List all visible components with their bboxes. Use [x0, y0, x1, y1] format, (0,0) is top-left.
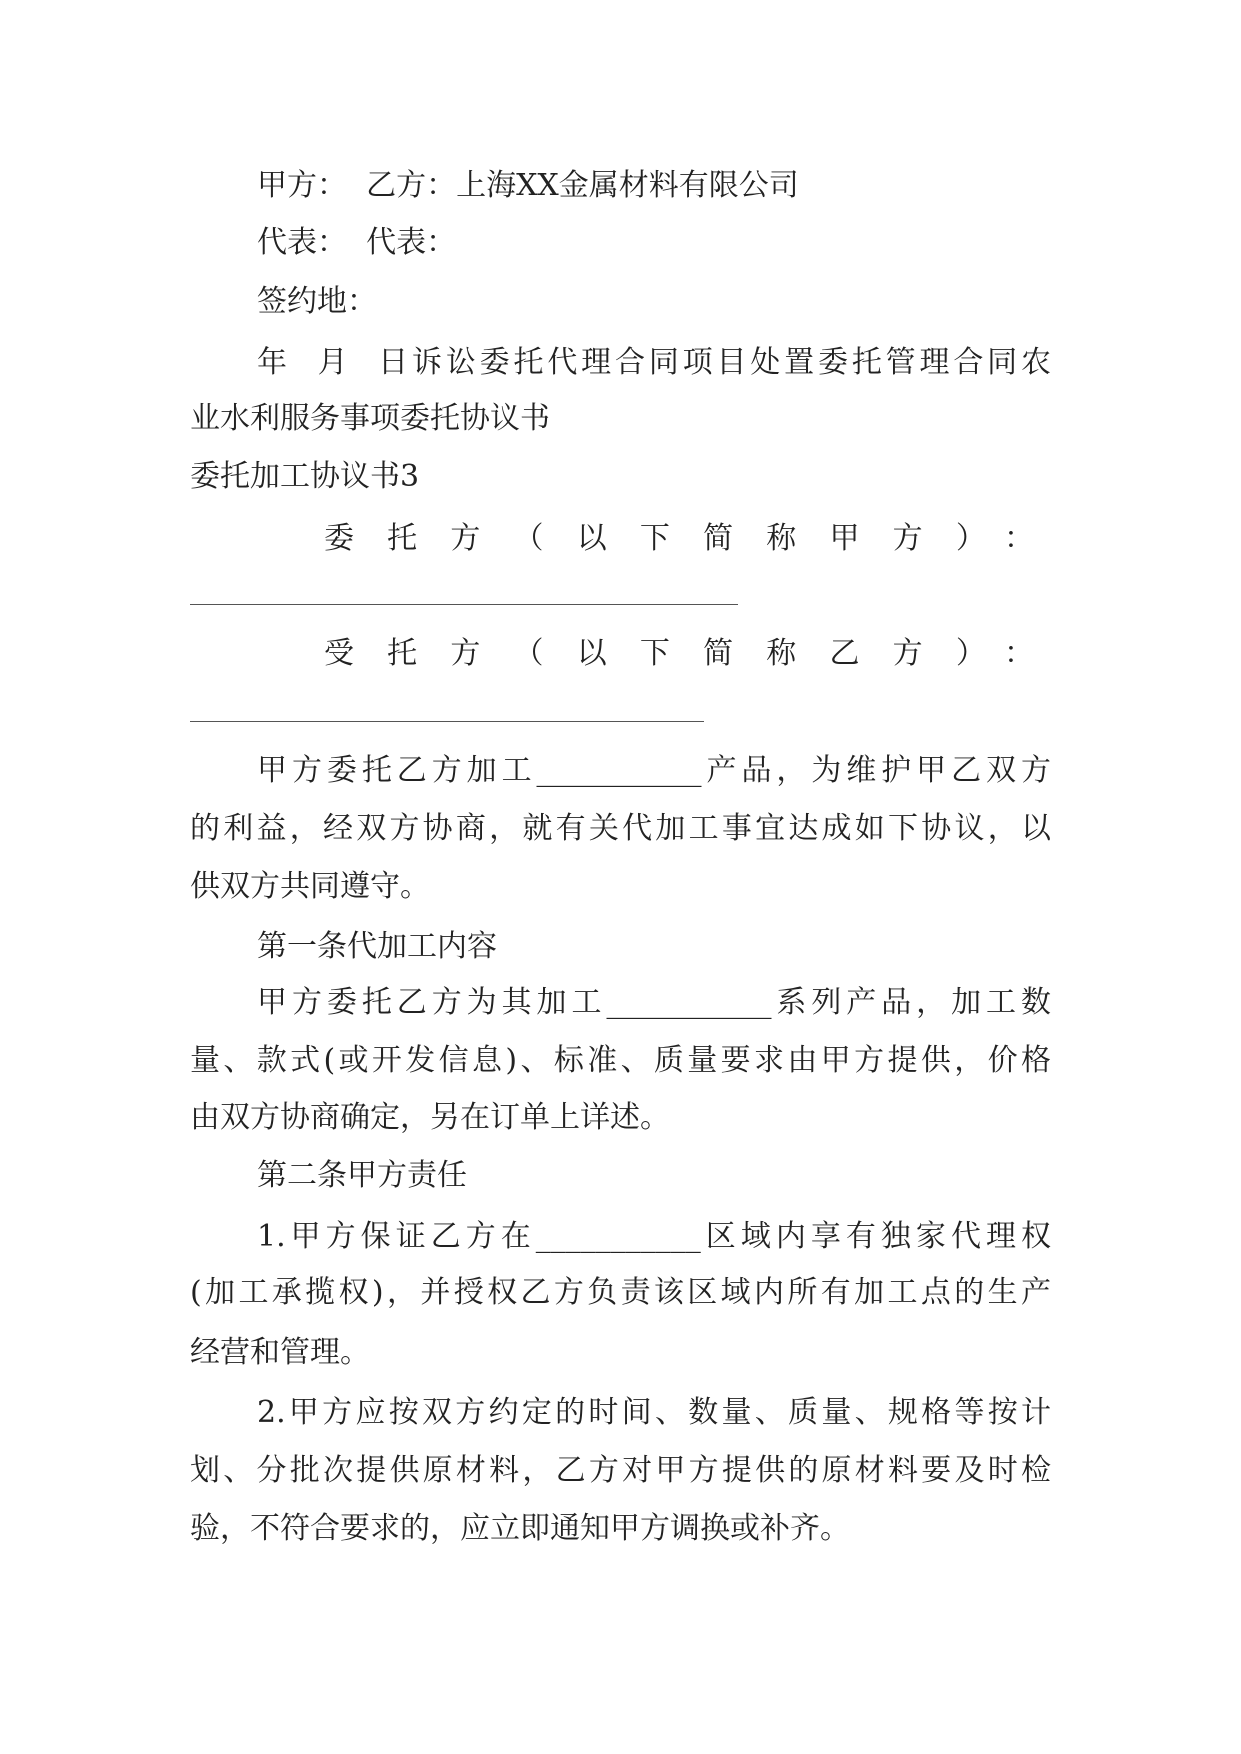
article-2-clause-1-line: (加工承揽权)，并授权乙方负责该区域内所有加工点的生产	[190, 1275, 1051, 1310]
intro-line: 供双方共同遵守。	[190, 869, 430, 904]
intro-line: 甲方委托乙方加工___________产品，为维护甲乙双方	[257, 753, 1051, 788]
article-1-line: 由双方协商确定，另在订单上详述。	[190, 1100, 670, 1135]
article-1-heading: 第一条代加工内容	[257, 929, 497, 964]
representatives-line: 代表： 代表：	[257, 225, 457, 260]
signing-place-line: 签约地：	[257, 284, 377, 319]
date-line-continuation: 业水利服务事项委托协议书	[190, 401, 550, 436]
date-line: 年 月 日诉讼委托代理合同项目处置委托管理合同农	[257, 345, 1051, 380]
entrusted-party-blank-line	[190, 721, 704, 722]
article-1-line: 甲方委托乙方为其加工___________系列产品，加工数	[257, 985, 1051, 1020]
entrusted-party-label: 受托方（以下简称乙方）：	[324, 636, 1034, 671]
article-1-line: 量、款式(或开发信息)、标准、质量要求由甲方提供，价格	[190, 1043, 1051, 1078]
article-2-heading: 第二条甲方责任	[257, 1158, 467, 1193]
article-2-clause-2-line: 验，不符合要求的，应立即通知甲方调换或补齐。	[190, 1511, 850, 1546]
article-2-clause-1-line: 经营和管理。	[190, 1335, 370, 1370]
article-2-clause-2-line: 划、分批次提供原材料，乙方对甲方提供的原材料要及时检	[190, 1453, 1051, 1488]
intro-line: 的利益，经双方协商，就有关代加工事宜达成如下协议，以	[190, 811, 1051, 846]
article-2-clause-1-line: 1.甲方保证乙方在___________区域内享有独家代理权	[257, 1219, 1051, 1254]
parties-line: 甲方： 乙方：上海XX金属材料有限公司	[257, 168, 799, 203]
article-2-clause-2-line: 2.甲方应按双方约定的时间、数量、质量、规格等按计	[257, 1395, 1051, 1430]
agreement-title: 委托加工协议书3	[190, 459, 420, 494]
entrusting-party-label: 委托方（以下简称甲方）：	[324, 521, 1034, 556]
entrusting-party-blank-line	[190, 604, 738, 605]
